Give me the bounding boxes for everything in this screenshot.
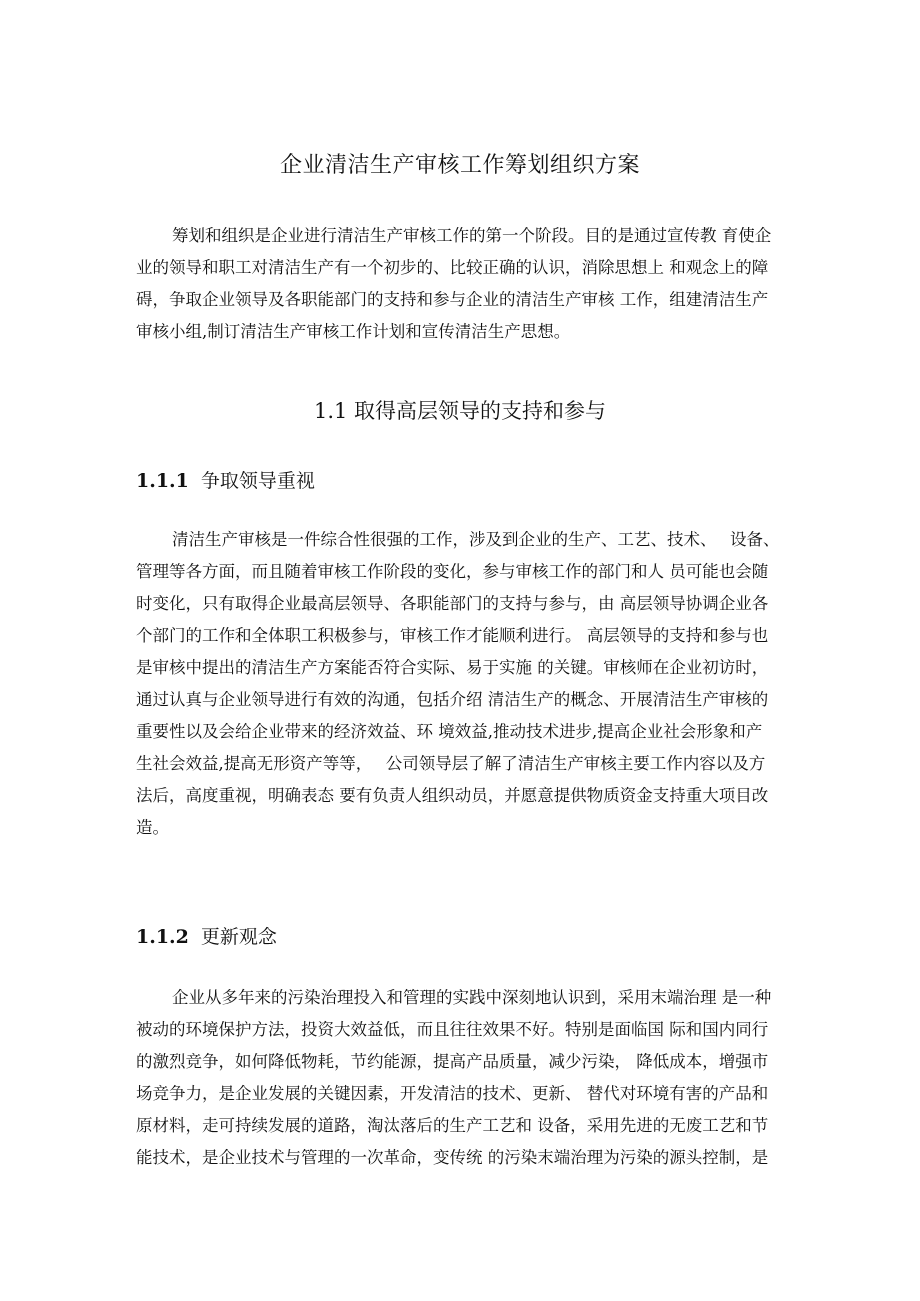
paragraph-line: 的激烈竞争，如何降低物耗，节约能源，提高产品质量，减少污染， 降低成本，增强市: [136, 1052, 769, 1071]
subsection-title: 更新观念: [200, 926, 277, 948]
document-title: 企业清洁生产审核工作筹划组织方案: [279, 153, 640, 178]
paragraph-line: 碍，争取企业领导及各职能部门的支持和参与企业的清洁生产审核 工作，组建清洁生产: [136, 290, 769, 309]
paragraph-line: 个部门的工作和全体职工积极参与，审核工作才能顺利进行。 高层领导的支持和参与也: [136, 626, 769, 645]
paragraph-line: 能技术，是企业技术与管理的一次革命，变传统 的污染末端治理为污染的源头控制，是: [136, 1148, 769, 1167]
paragraph-line: 审核小组,制订清洁生产审核工作计划和宣传清洁生产思想。: [136, 322, 571, 341]
paragraph-line: 生社会效益,提高无形资产等等， 公司领导层了解了清洁生产审核主要工作内容以及方: [136, 754, 766, 773]
paragraph-1-1-2: [136, 982, 790, 1174]
paragraph-line: 场竞争力，是企业发展的关键因素，开发清洁的技术、更新、 替代对环境有害的产品和: [136, 1084, 769, 1103]
paragraph-line: 重要性以及会给企业带来的经济效益、环 境效益,推动技术进步,提高企业社会形象和产: [136, 722, 763, 741]
paragraph-line: 通过认真与企业领导进行有效的沟通，包括介绍 清洁生产的概念、开展清洁生产审核的: [136, 690, 769, 709]
paragraph-line: 法后，高度重视，明确表态 要有负责人组织动员，并愿意提供物质资金支持重大项目改: [136, 786, 769, 805]
paragraph-line: 企业从多年来的污染治理投入和管理的实践中深刻地认识到，采用末端治理 是一种: [172, 988, 772, 1007]
paragraph-line: 业的领导和职工对清洁生产有一个初步的、比较正确的认识，消除思想上 和观念上的障: [136, 258, 769, 277]
paragraph-line: 原材料，走可持续发展的道路，淘汰落后的生产工艺和 设备，采用先进的无废工艺和节: [136, 1116, 769, 1135]
section-heading-1-1: 1.1 取得高层领导的支持和参与: [313, 399, 607, 423]
paragraph-line: 时变化，只有取得企业最高层领导、各职能部门的支持与参与，由 高层领导协调企业各: [136, 594, 769, 613]
paragraph-line: 被动的环境保护方法，投资大效益低，而且往往效果不好。特别是面临国 际和国内同行: [136, 1020, 769, 1039]
paragraph-line: 筹划和组织是企业进行清洁生产审核工作的第一个阶段。目的是通过宣传教 育使企: [172, 226, 772, 245]
paragraph-line: 是审核中提出的清洁生产方案能否符合实际、易于实施 的关键。审核师在企业初访时，: [136, 658, 769, 677]
paragraph-line: 造。: [136, 818, 169, 837]
subsection-number: 1.1.1: [136, 470, 189, 492]
paragraph-1-1-1: [136, 524, 790, 844]
paragraph-line: 管理等各方面，而且随着审核工作阶段的变化，参与审核工作的部门和人 员可能也会随: [136, 562, 769, 581]
subsection-title: 争取领导重视: [200, 470, 315, 492]
subsection-number: 1.1.2: [136, 926, 189, 948]
paragraph-line: 清洁生产审核是一件综合性很强的工作，涉及到企业的生产、工艺、技术、 设备、: [172, 530, 780, 549]
subsection-heading-1-1-1: [136, 467, 315, 495]
subsection-heading-1-1-2: [136, 923, 277, 951]
intro-paragraph: [136, 220, 790, 348]
